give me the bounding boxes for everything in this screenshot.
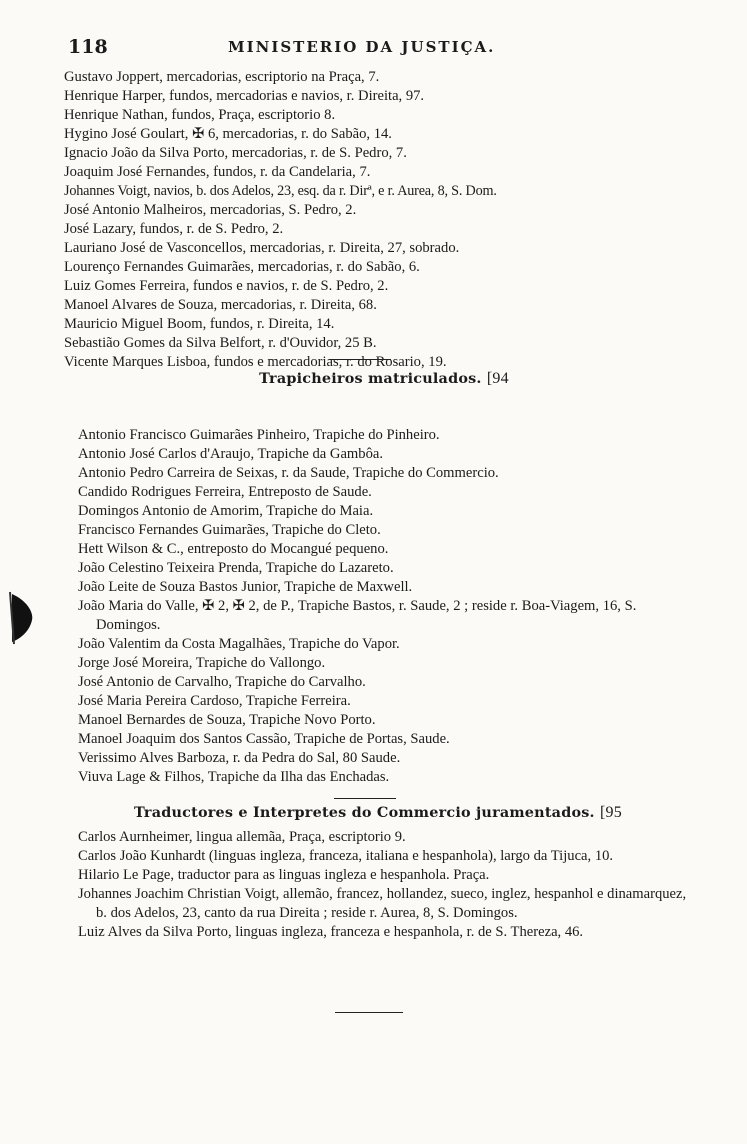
list-item: Sebastião Gomes da Silva Belfort, r. d'Ouvidor, 25 B.: [64, 335, 377, 351]
list-item: Johannes Joachim Christian Voigt, allemão, francez, hollandez, sueco, inglez, hespanhol e dinamarquez, b. dos Adelos, 23, canto da rua Direita ; reside r. Aurea, 8, S. Domingos.: [78, 886, 687, 921]
page-title: MINISTERIO DA JUSTIÇA.: [228, 38, 496, 56]
list-item: Luiz Alves da Silva Porto, linguas ingleza, franceza e hespanhola, r. de S. Thereza, 46.: [78, 924, 584, 940]
section-heading-traductores: [78, 804, 678, 826]
list-item: José Antonio Malheiros, mercadorias, S. Pedro, 2.: [64, 202, 357, 218]
section-heading-text: Trapicheiros matriculados.: [259, 370, 482, 387]
running-head: [68, 36, 688, 60]
list-item: Manoel Bernardes de Souza, Trapiche Novo Porto.: [78, 712, 376, 728]
merchants-list: [64, 68, 704, 372]
list-item: Antonio Pedro Carreira de Seixas, r. da Saude, Trapiche do Commercio.: [78, 465, 499, 481]
binding-mark-icon: [8, 590, 38, 646]
list-item: Johannes Voigt, navios, b. dos Adelos, 23, esq. da r. Dirª, e r. Aurea, 8, S. Dom.: [64, 183, 497, 199]
list-item: Carlos Aurnheimer, lingua allemãa, Praça, escriptorio 9.: [78, 829, 406, 845]
page-number: 118: [68, 36, 108, 58]
traductores-list: [78, 828, 698, 942]
list-item: Gustavo Joppert, mercadorias, escriptorio na Praça, 7.: [64, 69, 380, 85]
section-divider: [329, 359, 391, 360]
list-item: Lauriano José de Vasconcellos, mercadorias, r. Direita, 27, sobrado.: [64, 240, 460, 256]
list-item: Joaquim José Fernandes, fundos, r. da Candelaria, 7.: [64, 164, 371, 180]
list-item: Manoel Alvares de Souza, mercadorias, r. Direita, 68.: [64, 297, 377, 313]
section-heading-trapicheiros: [64, 370, 704, 392]
section-reference: [94: [486, 370, 509, 387]
list-item: Domingos Antonio de Amorim, Trapiche do Maia.: [78, 503, 374, 519]
list-item: Verissimo Alves Barboza, r. da Pedra do Sal, 80 Saude.: [78, 750, 401, 766]
list-item: Ignacio João da Silva Porto, mercadorias, r. de S. Pedro, 7.: [64, 145, 407, 161]
list-item: Candido Rodrigues Ferreira, Entreposto de Saude.: [78, 484, 372, 500]
section-divider: [334, 798, 396, 799]
list-item: Hilario Le Page, traductor para as linguas ingleza e hespanhola. Praça.: [78, 867, 490, 883]
list-item: Vicente Marques Lisboa, fundos e mercadorias, r. do Rosario, 19.: [64, 354, 447, 370]
list-item: José Lazary, fundos, r. de S. Pedro, 2.: [64, 221, 284, 237]
list-item: João Valentim da Costa Magalhães, Trapiche do Vapor.: [78, 636, 400, 652]
list-item: Francisco Fernandes Guimarães, Trapiche do Cleto.: [78, 522, 381, 538]
list-item: Jorge José Moreira, Trapiche do Vallongo.: [78, 655, 326, 671]
list-item: João Maria do Valle, ✠ 2, ✠ 2, de P., Trapiche Bastos, r. Saude, 2 ; reside r. Boa-Viagem, 16, S. Domingos.: [78, 598, 637, 633]
list-item: Antonio José Carlos d'Araujo, Trapiche da Gambôa.: [78, 446, 384, 462]
list-item: José Maria Pereira Cardoso, Trapiche Ferreira.: [78, 693, 351, 709]
list-item: João Celestino Teixeira Prenda, Trapiche do Lazareto.: [78, 560, 394, 576]
list-item: Mauricio Miguel Boom, fundos, r. Direita, 14.: [64, 316, 335, 332]
list-item: Antonio Francisco Guimarães Pinheiro, Trapiche do Pinheiro.: [78, 427, 440, 443]
list-item: Manoel Joaquim dos Santos Cassão, Trapiche de Portas, Saude.: [78, 731, 450, 747]
section-heading-text: Traductores e Interpretes do Commercio juramentados.: [134, 804, 595, 821]
list-item: Hygino José Goulart, ✠ 6, mercadorias, r. do Sabão, 14.: [64, 126, 392, 142]
section-reference: [95: [600, 804, 622, 821]
end-divider: [335, 1012, 403, 1013]
list-item: Luiz Gomes Ferreira, fundos e navios, r. de S. Pedro, 2.: [64, 278, 389, 294]
list-item: Hett Wilson & C., entreposto do Mocangué pequeno.: [78, 541, 389, 557]
list-item: Lourenço Fernandes Guimarães, mercadorias, r. do Sabão, 6.: [64, 259, 420, 275]
list-item: Henrique Harper, fundos, mercadorias e navios, r. Direita, 97.: [64, 88, 425, 104]
trapicheiros-list: [78, 426, 698, 787]
list-item: João Leite de Souza Bastos Junior, Trapiche de Maxwell.: [78, 579, 413, 595]
list-item: Viuva Lage & Filhos, Trapiche da Ilha das Enchadas.: [78, 769, 390, 785]
list-item: Carlos João Kunhardt (linguas ingleza, franceza, italiana e hespanhola), largo da Tijuca, 10.: [78, 848, 614, 864]
list-item: José Antonio de Carvalho, Trapiche do Carvalho.: [78, 674, 366, 690]
list-item: Henrique Nathan, fundos, Praça, escriptorio 8.: [64, 107, 336, 123]
